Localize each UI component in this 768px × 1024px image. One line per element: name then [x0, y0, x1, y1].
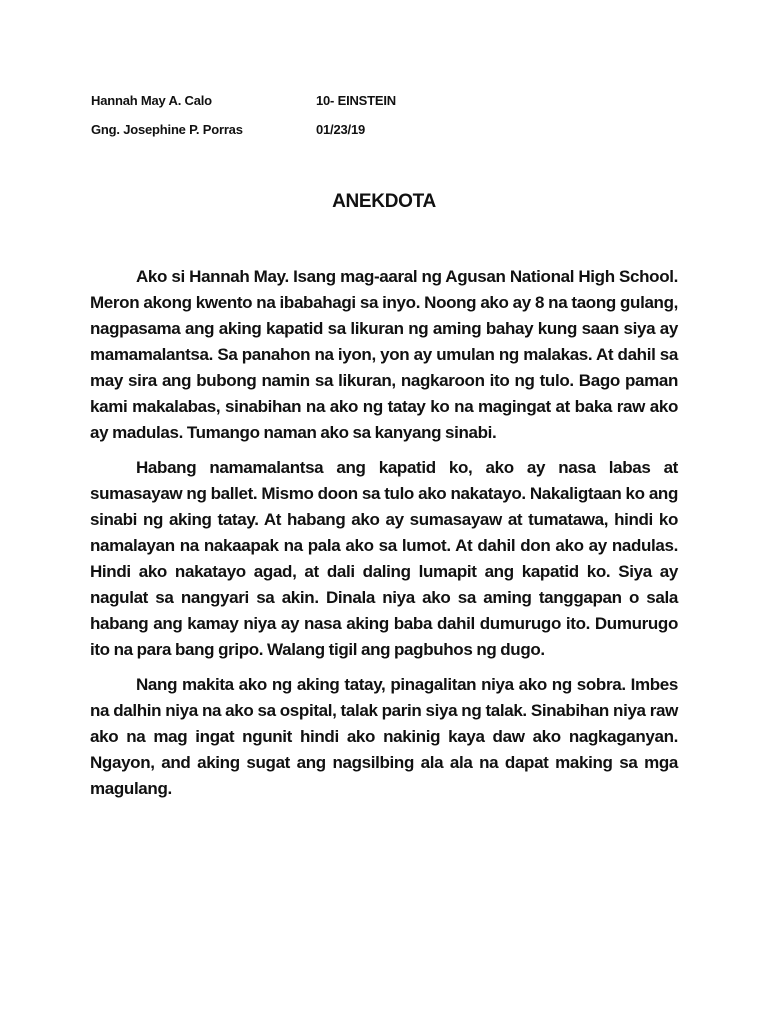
- teacher-name: Gng. Josephine P. Porras: [91, 122, 243, 137]
- date-label: 01/23/19: [316, 122, 366, 137]
- document-body: [90, 264, 678, 811]
- paragraph-2: Habang namamalantsa ang kapatid ko, ako ay nasa labas at sumasayaw ng ballet. Mismo doon sa tulo ako nakatayo. Nakaligtaan ko ang sinabi ng aking tatay. At habang ako ay sumasayaw at tumatawa, hindi ko namalayan na nakaapak na pala ako sa lumot. At dahil don ako ay nadulas. Hindi ako nakatayo agad, at dali daling lumapit ang kapatid ko. Siya ay nagulat sa nangyari sa akin. Dinala niya ako sa aming tanggapan o sala habang ang kamay niya ay nasa aking baba dahil dumurugo ito. Dumurugo ito na para bang gripo. Walang tigil ang pagbuhos ng dugo.: [90, 458, 678, 659]
- paragraph-3: Nang makita ako ng aking tatay, pinagalitan niya ako ng sobra. Imbes na dalhin niya na ako sa ospital, talak parin siya ng talak. Sinabihan niya raw ako na mag ingat ngunit hindi ako nakinig kaya daw ako nagkaganyan. Ngayon, and aking sugat ang nagsilbing ala ala na dapat making sa mga magulang.: [90, 675, 678, 798]
- paragraph-1: Ako si Hannah May. Isang mag-aaral ng Agusan National High School. Meron akong kwento na ibabahagi sa inyo. Noong ako ay 8 na taong gulang, nagpasama ang aking kapatid sa likuran ng aming bahay kung saan siya ay mamamalantsa. Sa panahon na iyon, yon ay umulan ng malakas. At dahil sa may sira ang bubong namin sa likuran, nagkaroon ito ng tulo. Bago paman kami makalabas, sinabihan na ako ng tatay ko na magingat at baka raw ako ay madulas. Tumango naman ako sa kanyang sinabi.: [90, 267, 678, 442]
- student-name: Hannah May A. Calo: [91, 93, 212, 108]
- section-label: 10- EINSTEIN: [316, 93, 396, 108]
- document-title: ANEKDOTA: [332, 191, 436, 212]
